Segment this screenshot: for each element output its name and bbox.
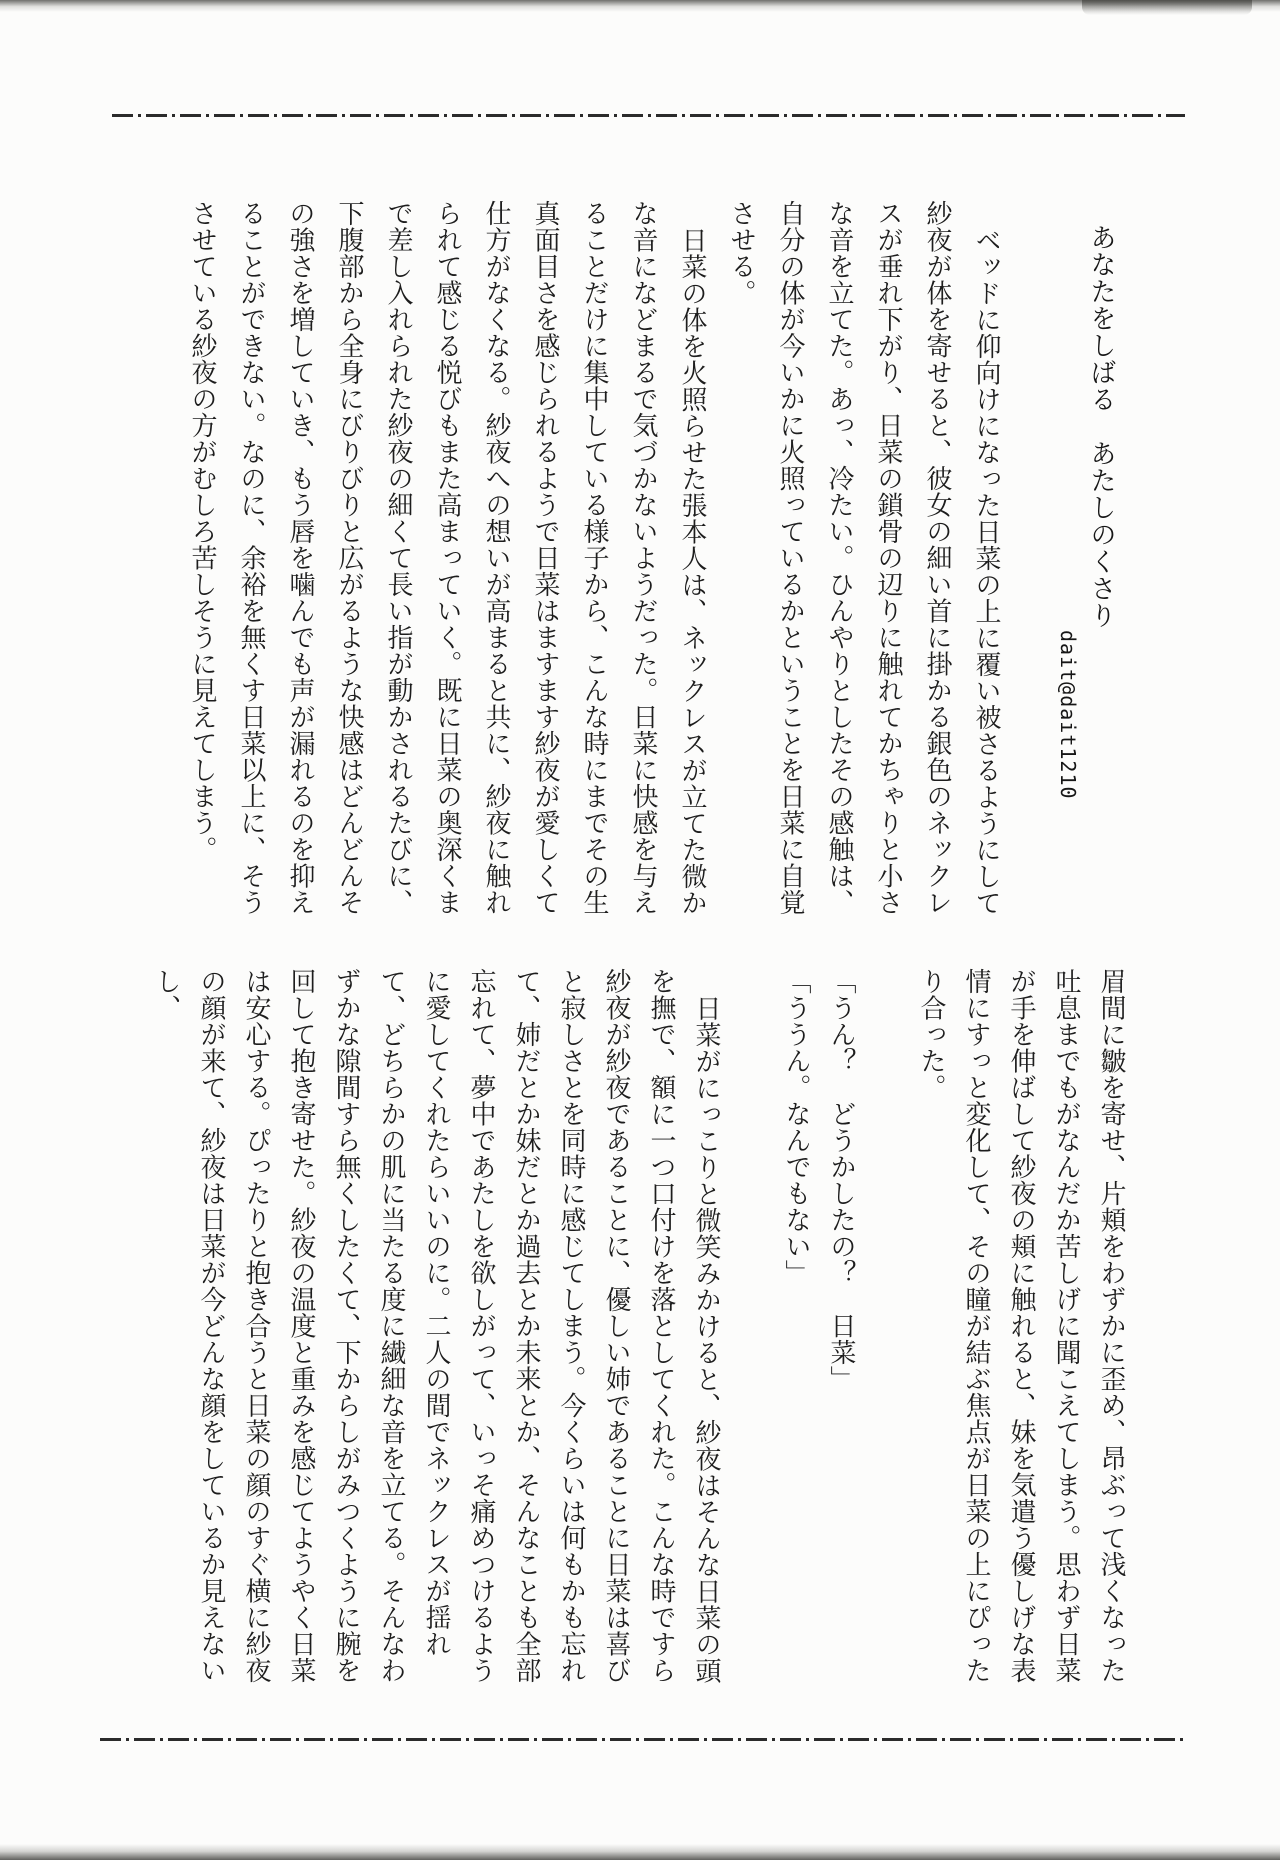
author-credit: dait@dait1210: [1056, 630, 1080, 800]
bottom-rule: [100, 1738, 1185, 1741]
dialogue-line: 「うん？ どうかしたの？ 日菜」: [826, 968, 856, 1392]
scan-smudge-top-right: [1082, 0, 1252, 15]
bottom-text-block: [143, 968, 1133, 1690]
paragraph: 日菜がにっこりと微笑みかけると、紗夜はそんな日菜の頭を撫で、額に一つ口付けを落としてくれた。こんな時ですら紗夜が紗夜であることに、優しい姉であることに日菜は喜びと寂しさとを同時に感じてしまう。今くらいは何もかも忘れて、姉だとか妹だとか過去とか未来とか、そんなことも全部忘れて、夢中であたしを欲しがって、いっそ痛めつけるように愛してくれたらいいのに。二人の間でネックレスが揺れて、どちらかの肌に当たる度に繊細な音を立てる。そんなわずかな隙間すら無くしたくて、下からしがみつくように腕を回して抱き寄せた。紗夜の温度と重みを感じてようやく日菜は安心する。ぴったりと抱き合うと日菜の顔のすぐ横に紗夜の顔が来て、紗夜は日菜が今どんな顔をしているか見えないし、: [151, 968, 721, 1684]
dialogue-line: 「ううん。なんでもない」: [781, 968, 811, 1286]
paragraph: ベッドに仰向けになった日菜の上に覆い被さるようにして紗夜が体を寄せると、彼女の細い首に掛かる銀色のネックレスが垂れ下がり、日菜の鎖骨の辺りに触れてかちゃりと小さな音を立てた。あっ、冷たい。ひんやりとしたその感触は、自分の体が今いかに火照っているかということを日菜に自覚させる。: [726, 200, 1001, 916]
paragraph: 眉間に皺を寄せ、片頬をわずかに歪め、昂ぶって浅くなった吐息までもがなんだか苦しげに聞こえてしまう。思わず日菜が手を伸ばして紗夜の頬に触れると、妹を気遣う優しげな表情にすっと変化して、その瞳が結ぶ焦点が日菜の上にぴったり合った。: [916, 968, 1126, 1684]
page-title: あなたをしばる あたしのくさり: [1086, 224, 1116, 629]
top-rule: [112, 114, 1185, 117]
paragraph: 日菜の体を火照らせた張本人は、ネックレスが立てた微かな音になどまるで気づかないようだった。日菜に快感を与えることだけに集中している様子から、こんな時にまでその生真面目さを感じられるようで日菜はますます紗夜が愛しくて仕方がなくなる。紗夜への想いが高まると共に、紗夜に触れられて感じる悦びもまた高まっていく。既に日菜の奥深くまで差し入れられた紗夜の細くて長い指が動かされるたびに、下腹部から全身にびりびりと広がるような快感はどんどんその強さを増していき、もう唇を噛んでも声が漏れるのを抑えることができない。なのに、余裕を無くす日菜以上に、そうさせている紗夜の方がむしろ苦しそうに見えてしまう。: [187, 200, 707, 916]
scan-edge-bottom: [0, 1844, 1280, 1860]
top-text-block: [177, 200, 1010, 916]
blank-line: [863, 968, 908, 1690]
blank-line: [728, 968, 773, 1690]
